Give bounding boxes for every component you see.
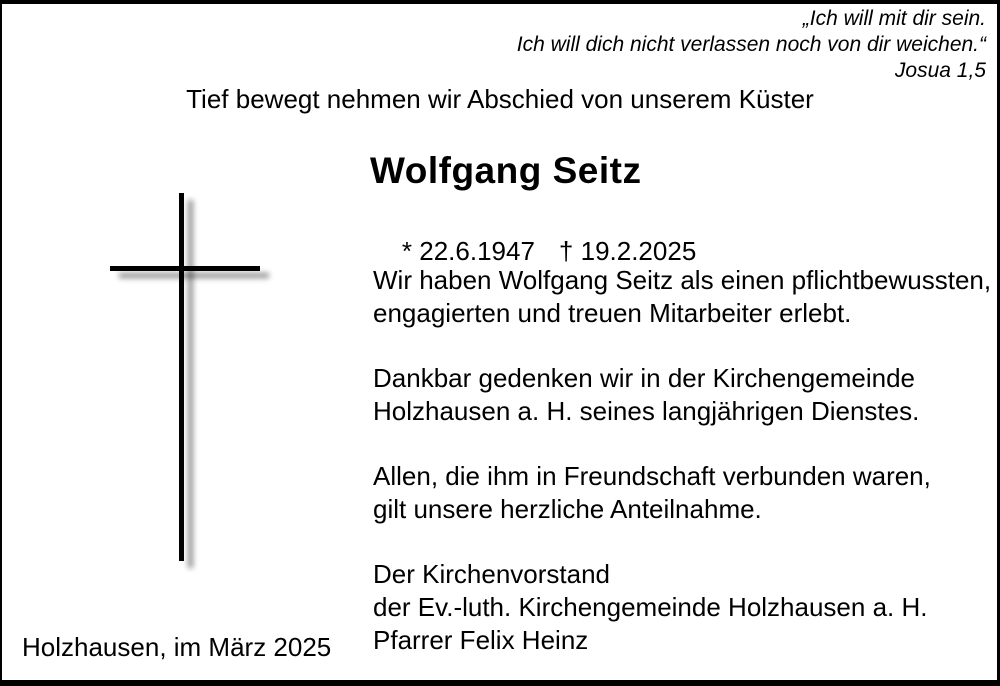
quote-line-2: Ich will dich nicht verlassen noch von dir weichen.“ (516, 33, 986, 56)
signature-block (373, 558, 927, 657)
signature-line-2: der Ev.-luth. Kirchengemeinde Holzhausen a. H. (373, 592, 928, 622)
body-paragraph-2-line-2: Holzhausen a. H. seines langjährigen Dienstes. (373, 396, 920, 426)
death-date: † 19.2.2025 (558, 236, 697, 266)
intro-line: Tief bewegt nehmen wir Abschied von unserem Küster (186, 84, 814, 114)
body-paragraph-1 (373, 264, 991, 330)
cross-icon (108, 191, 278, 571)
signature-line-3: Pfarrer Felix Heinz (373, 625, 589, 655)
body-paragraph-1-line-1: Wir haben Wolfgang Seitz als einen pflichtbewussten, (373, 265, 992, 295)
signature-line-1: Der Kirchenvorstand (373, 559, 610, 589)
quote-line-1: „Ich will mit dir sein. (802, 7, 986, 30)
body-paragraph-3-line-1: Allen, die ihm in Freundschaft verbunden waren, (373, 461, 931, 491)
body-paragraph-2 (373, 362, 919, 428)
birth-date: * 22.6.1947 (401, 236, 535, 266)
body-paragraph-1-line-2: engagierten und treuen Mitarbeiter erlebt. (373, 298, 852, 328)
cross-vertical-bar (179, 193, 184, 561)
place-dateline: Holzhausen, im März 2025 (22, 632, 332, 662)
deceased-name: Wolfgang Seitz (370, 150, 642, 191)
body-paragraph-3 (373, 460, 931, 526)
body-paragraph-2-line-1: Dankbar gedenken wir in der Kirchengemeinde (373, 363, 915, 393)
cross-horizontal-bar (110, 266, 260, 271)
body-paragraph-3-line-2: gilt unsere herzliche Anteilnahme. (373, 494, 762, 524)
scripture-quote (517, 6, 986, 84)
quote-source: Josua 1,5 (894, 59, 986, 82)
